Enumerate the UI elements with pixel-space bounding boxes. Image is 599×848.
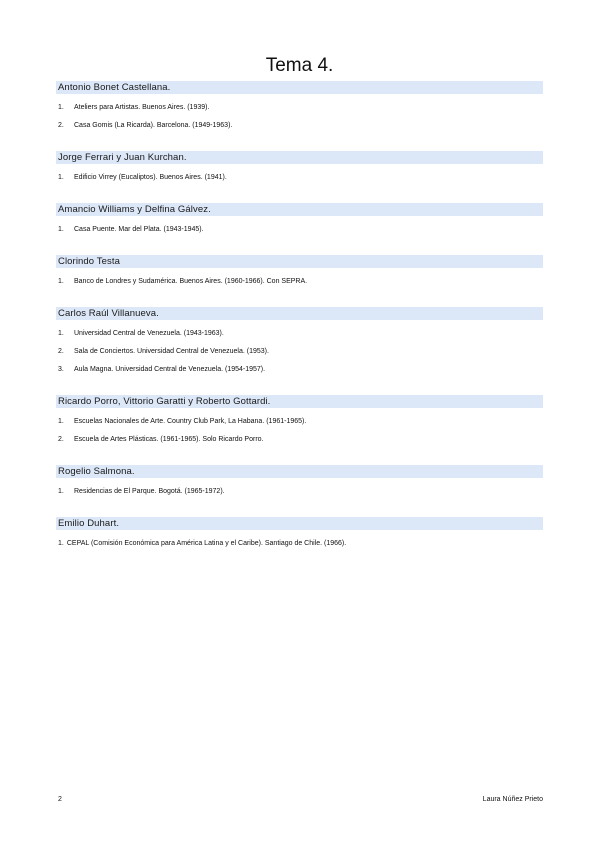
content-area: [56, 81, 543, 548]
item-list: [56, 539, 543, 548]
item-number: 1.: [58, 488, 64, 495]
section-header: Antonio Bonet Castellana.: [56, 81, 543, 94]
list-item: [56, 365, 543, 374]
section-header: Rogelio Salmona.: [56, 465, 543, 478]
section-header: Ricardo Porro, Vittorio Garatti y Roberto Gottardi.: [56, 395, 543, 408]
section-clorindo-testa: [56, 255, 543, 286]
item-list: [56, 487, 543, 496]
item-number: 1.: [58, 540, 64, 547]
item-number: 3.: [58, 366, 64, 373]
item-number: 1.: [58, 104, 64, 111]
item-text: Ateliers para Artistas. Buenos Aires. (1939).: [74, 104, 210, 111]
list-item: [56, 277, 543, 286]
item-text: Aula Magna. Universidad Central de Venezuela. (1954-1957).: [74, 366, 266, 373]
item-number: 1.: [58, 330, 64, 337]
item-number: 1.: [58, 278, 64, 285]
item-number: 1.: [58, 418, 64, 425]
page-title: Tema 4.: [265, 55, 334, 76]
item-text: Residencias de El Parque. Bogotá. (1965-1972).: [74, 488, 225, 495]
section-duhart: [56, 517, 543, 548]
item-list: [56, 225, 543, 234]
list-item: [56, 173, 543, 182]
item-number: 2.: [58, 436, 64, 443]
item-text: Escuelas Nacionales de Arte. Country Club Park, La Habana. (1961-1965).: [74, 418, 307, 425]
list-item: [56, 347, 543, 356]
item-list: [56, 173, 543, 182]
item-number: 2.: [58, 122, 64, 129]
item-text: Escuela de Artes Plásticas. (1961-1965). Solo Ricardo Porro.: [74, 436, 264, 443]
item-text: CEPAL (Comisión Económica para América Latina y el Caribe). Santiago de Chile. (1966).: [66, 540, 347, 547]
item-number: 1.: [58, 174, 64, 181]
item-text: Edificio Virrey (Eucaliptos). Buenos Aires. (1941).: [74, 174, 227, 181]
section-porro-garatti-gottardi: [56, 395, 543, 444]
item-text: Universidad Central de Venezuela. (1943-1963).: [74, 330, 224, 337]
item-text: Casa Gomis (La Ricarda). Barcelona. (1949-1963).: [74, 122, 233, 129]
page-number: 2: [58, 796, 62, 803]
list-item: [56, 121, 543, 130]
item-text: Sala de Conciertos. Universidad Central de Venezuela. (1953).: [74, 348, 269, 355]
section-villanueva: [56, 307, 543, 374]
list-item: [56, 329, 543, 338]
section-williams-galvez: [56, 203, 543, 234]
footer-author: Laura Núñez Prieto: [482, 796, 543, 803]
section-ferrari-kurchan: [56, 151, 543, 182]
section-header: Emilio Duhart.: [56, 517, 543, 530]
item-list: [56, 329, 543, 374]
section-header: Jorge Ferrari y Juan Kurchan.: [56, 151, 543, 164]
item-number: 1.: [58, 226, 64, 233]
section-header: Clorindo Testa: [56, 255, 543, 268]
list-item: [56, 225, 543, 234]
list-item: [56, 487, 543, 496]
item-list: [56, 417, 543, 444]
list-item: [56, 539, 543, 548]
list-item: [56, 417, 543, 426]
section-header: Carlos Raúl Villanueva.: [56, 307, 543, 320]
item-text: Banco de Londres y Sudamérica. Buenos Aires. (1960-1966). Con SEPRA.: [74, 278, 308, 285]
item-text: Casa Puente. Mar del Plata. (1943-1945).: [74, 226, 204, 233]
item-list: [56, 103, 543, 130]
list-item: [56, 435, 543, 444]
list-item: [56, 103, 543, 112]
section-salmona: [56, 465, 543, 496]
item-number: 2.: [58, 348, 64, 355]
section-antonio-bonet: [56, 81, 543, 130]
item-list: [56, 277, 543, 286]
section-header: Amancio Williams y Delfina Gálvez.: [56, 203, 543, 216]
